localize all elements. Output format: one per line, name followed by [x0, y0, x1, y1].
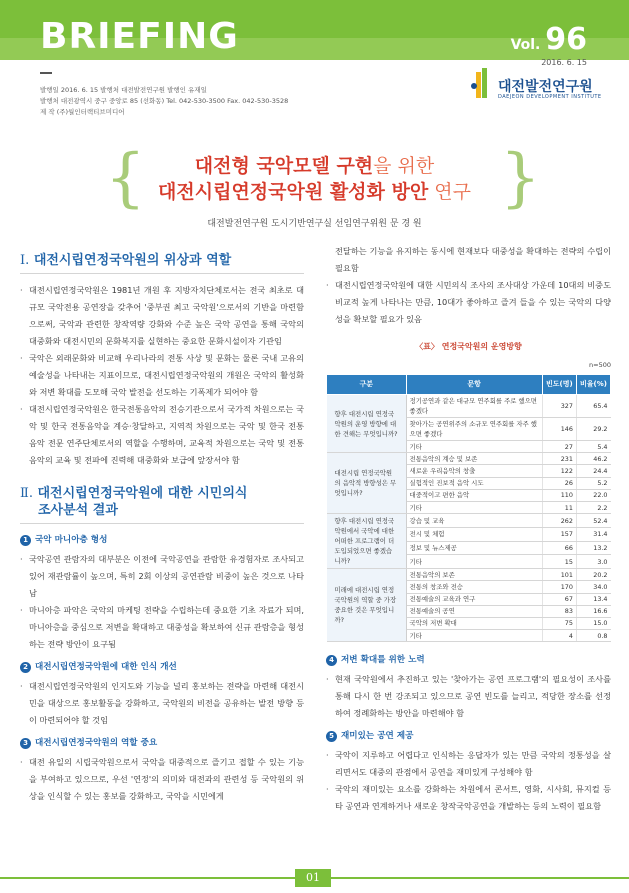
table-cell-freq: 110	[542, 489, 576, 501]
table-cell-ratio: 34.0	[576, 581, 610, 593]
subsection-bullet: · 국악의 재미있는 요소를 강화하는 차원에서 콘서트, 영화, 시사회, 뮤지컬 등 타 공연과 연계하거나 새로운 창작국악공연을 개발하는 등의 노력이 필요함	[326, 781, 611, 815]
right-column	[326, 243, 611, 815]
header-banner	[0, 0, 629, 60]
issue-date: 2016. 6. 15	[541, 58, 587, 67]
table-cell-item: 기타	[406, 630, 542, 642]
table-cell-ratio: 22.0	[576, 489, 610, 501]
table-group-label: 향후 대전시립 연정국악원의 운영 방향에 대한 견해는 무엇입니까?	[327, 395, 407, 453]
subsection-title	[20, 735, 304, 752]
table-cell-ratio: 5.4	[576, 441, 610, 453]
table-cell-freq: 146	[542, 418, 576, 441]
table-cell-freq: 83	[542, 605, 576, 617]
sample-size-note: n=500	[589, 361, 611, 369]
section1-bullets	[20, 282, 304, 469]
table-cell-freq: 170	[542, 581, 576, 593]
table-cell-item: 강습 및 교육	[406, 514, 542, 528]
table-caption	[326, 338, 611, 355]
table-cell-item: 기타	[406, 501, 542, 513]
table-cell-item: 정보 및 뉴스제공	[406, 541, 542, 555]
subsection-number: 5	[326, 731, 337, 742]
subsection-title	[20, 659, 304, 676]
table-row	[327, 453, 611, 465]
table-cell-freq: 67	[542, 593, 576, 605]
table-caption-prefix: 〈표〉	[415, 342, 439, 351]
table-row	[327, 569, 611, 581]
section2-roman: Ⅱ.	[20, 486, 33, 501]
table-cell-freq: 15	[542, 555, 576, 569]
table-cell-freq: 4	[542, 630, 576, 642]
table-cell-ratio: 16.6	[576, 605, 610, 617]
subsection-number: 3	[20, 738, 31, 749]
subsection-title	[326, 652, 611, 669]
table-cell-ratio: 3.0	[576, 555, 610, 569]
table-cell-ratio: 5.2	[576, 477, 610, 489]
author-line: 대전발전연구원 도시기반연구실 선임연구위원 문 경 원	[207, 219, 422, 229]
table-cell-freq: 27	[542, 441, 576, 453]
org-logo-icon	[470, 66, 492, 100]
subsection-number: 1	[20, 535, 31, 546]
table-body	[327, 395, 611, 642]
title-line2-thin: 연구	[428, 181, 471, 203]
subsection-bullet: · 대전시립연정국악원의 인지도와 기능을 널리 홍보하는 전략을 마련해 대전시민을 대상으로 홍보활동을 강화하고, 국악원의 비전을 공유하는 발전 방향 등이 마련되어야 할 것임	[20, 678, 304, 729]
table-cell-ratio: 13.4	[576, 593, 610, 605]
table-cell-item: 전통의 창조와 전승	[406, 581, 542, 593]
main-title-line2	[0, 177, 629, 204]
title-line1-bold: 대전형 국악모델 구현	[194, 155, 374, 177]
right-brace: }	[500, 141, 541, 215]
table-cell-ratio: 13.2	[576, 541, 610, 555]
section1-title-text: 대전시립연정국악원의 위상과 역할	[33, 253, 232, 268]
left-brace: {	[105, 141, 146, 215]
table-cell-ratio: 15.0	[576, 617, 610, 629]
col-header-ratio: 비율(%)	[576, 375, 610, 395]
left-column	[20, 252, 304, 805]
main-title-line1	[0, 151, 629, 178]
table-cell-freq: 231	[542, 453, 576, 465]
table-cell-ratio: 0.8	[576, 630, 610, 642]
table-header-row	[327, 375, 611, 395]
table-cell-ratio: 52.4	[576, 514, 610, 528]
subsection-bullet: · 현재 국악원에서 추진하고 있는 '찾아가는 공연 프로그램'의 필요성이 조사를 통해 다시 한 번 강조되고 있으므로 공연 빈도를 늘리고, 적당한 장소를 선정하여 정례화하는 방안을 마련해야 함	[326, 671, 611, 722]
table-row	[327, 395, 611, 418]
section1-bullet: · 대전시립연정국악원은 1981년 개원 후 지방자치단체로서는 전국 최초로 대규모 국악전용 공연장을 갖추어 '중부권 최고 국악원'으로서의 기반을 마련함으로써, 국악과 관련한 창작역량 강화와 수준 높은 국악 공연을 통해 국악의 대중화와 대전시민의 문화복지를 실현하는 중요한 문화시설이자 기관임	[20, 282, 304, 350]
table-cell-ratio: 31.4	[576, 527, 610, 541]
table-cell-freq: 101	[542, 569, 576, 581]
table-caption-text: 연정국악원의 운영방향	[441, 342, 522, 351]
table-cell-freq: 75	[542, 617, 576, 629]
table-cell-item: 전통음악의 계승 및 보존	[406, 453, 542, 465]
volume-prefix: Vol.	[510, 37, 541, 53]
section2-subsections	[20, 532, 304, 805]
subsection-bullet: · 국악공연 관람자의 대부분은 이전에 국악공연을 관람한 유경험자로 조사되고 있어 재관람률이 높으며, 특히 2회 이상의 공연관람 비중이 높은 것으로 나타남	[20, 551, 304, 602]
table-cell-ratio: 46.2	[576, 453, 610, 465]
org-sub: DAEJEON DEVELOPMENT INSTITUTE	[498, 94, 602, 100]
section2-title-line2: 조사분석 결과	[38, 503, 118, 518]
divider	[40, 72, 52, 74]
table-cell-ratio: 2.2	[576, 501, 610, 513]
subsection-title-text: 재미있는 공연 제공	[341, 731, 414, 742]
section2-title	[20, 485, 304, 524]
org-logo	[470, 66, 600, 110]
table-cell-item: 새로운 우리음악의 창출	[406, 465, 542, 477]
right-subsections	[326, 652, 611, 815]
subsection-title-text: 대전시립연정국악원의 역할 중요	[35, 738, 158, 748]
table-cell-freq: 327	[542, 395, 576, 418]
section1-bullet: · 국악은 외래문화와 비교해 우리나라의 전통 사상 및 문화는 물론 국내 고유의 예술성을 나타내는 지표이므로, 대전시립연정국악원의 개원은 국악의 활성화와 저변 확대를 도모해 국악 발전을 선도하는 기폭제가 되어야 함	[20, 350, 304, 401]
subsection-bullet: · 대전 유일의 시립국악원으로서 국악을 대중적으로 즐기고 접할 수 있는 기능을 부여하고 있으므로, 우선 '연정'의 의미와 대전과의 관련성 등 국악원의 위상을 인식할 수 있는 홍보를 강화하고, 국악을 시민에게	[20, 754, 304, 805]
subsection-bullet: · 국악이 지루하고 어렵다고 인식하는 응답자가 있는 만큼 국악의 정통성을 살리면서도 대중의 관점에서 공연을 재미있게 구성해야 함	[326, 747, 611, 781]
table-cell-freq: 66	[542, 541, 576, 555]
table-cell-freq: 262	[542, 514, 576, 528]
production-line: 제 작 (주)월인터랙티브미디어	[40, 108, 125, 116]
table-cell-item: 정기공연과 같은 대규모 연주회를 주로 했으면 좋겠다	[406, 395, 542, 418]
table-cell-item: 찾아가는 공연위주의 소규모 연주회를 자주 했으면 좋겠다	[406, 418, 542, 441]
continuation-text: 전달하는 기능을 유지하는 동시에 현재보다 대중성을 확대하는 전략의 수립이 필요함	[335, 246, 611, 273]
table-cell-freq: 26	[542, 477, 576, 489]
section1-roman: Ⅰ.	[20, 253, 30, 268]
table-cell-freq: 157	[542, 527, 576, 541]
col-header-item: 문항	[406, 375, 542, 395]
subsection-title-text: 저변 확대를 위한 노력	[341, 655, 425, 666]
col-header-category: 구분	[327, 375, 407, 395]
table-cell-ratio: 29.2	[576, 418, 610, 441]
table-group-label: 미래에 대전시립 연정국악원의 역할 중 가장 중요한 것은 무엇입니까?	[327, 569, 407, 642]
table-cell-item: 전통예술의 공연	[406, 605, 542, 617]
table-cell-item: 대중적이고 편한 음악	[406, 489, 542, 501]
subsection-number: 4	[326, 655, 337, 666]
briefing-title: BRIEFING	[40, 16, 239, 57]
table-cell-item: 기타	[406, 555, 542, 569]
table-row	[327, 514, 611, 528]
subsection-number: 2	[20, 662, 31, 673]
title-line2-bold: 대전시립연정국악원 활성화 방안	[158, 181, 429, 203]
section2-title-line1: 대전시립연정국악원에 대한 시민의식	[37, 486, 248, 501]
table-cell-item: 전통예술의 교육과 연구	[406, 593, 542, 605]
volume-number: 96	[545, 22, 587, 57]
title-line1-thin: 을 위한	[373, 155, 435, 177]
right-bullet: · 대전시립연정국악원에 대한 시민의식 조사의 조사대상 가운데 10대의 비중도 비교적 높게 나타나는 만큼, 10대가 좋아하고 즐겨 들을 수 있는 국악의 다양성을 확보할 필요가 있음	[326, 277, 611, 328]
section1-title	[20, 252, 304, 274]
table-cell-freq: 11	[542, 501, 576, 513]
section1-bullet: · 대전시립연정국악원은 한국전통음악의 전승기관으로서 국가적 차원으로는 국악 및 한국 전통음악을 계승·창달하고, 지역적 차원으로는 국악 및 한국 전통음악 전문 연주단체로서의 역할을 수행하며, 교육적 차원으로는 국악 및 전통음악의 교육 및 전파에 진력해 대중화와 보급에 앞장서야 함	[20, 401, 304, 469]
subsection-bullet: · 마니아층 파악은 국악의 마케팅 전략을 수립하는데 중요한 기초 자료가 되며, 마니아층을 중심으로 저변을 확대하고 대중성을 확보하여 신규 관람층을 형성하는 전략 방안이 요구됨	[20, 602, 304, 653]
table-cell-item: 전통음악의 보존	[406, 569, 542, 581]
table-cell-ratio: 65.4	[576, 395, 610, 418]
table-cell-item: 국악의 저변 확대	[406, 617, 542, 629]
subsection-title-text: 국악 마니아층 형성	[35, 535, 108, 545]
table-cell-ratio: 24.4	[576, 465, 610, 477]
subsection-title-text: 대전시립연정국악원에 대한 인식 개선	[35, 662, 177, 672]
publish-line: 발행일 2016. 6. 15 발행처 대전발전연구원 발행인 유재일	[40, 86, 207, 94]
org-name: 대전발전연구원	[498, 79, 593, 95]
address-line: 발행처 대전광역시 중구 중앙로 85 (선화동) Tel. 042-530-3500 Fax. 042-530-3528	[40, 97, 289, 105]
page-number: 01	[295, 869, 331, 887]
subsection-title	[326, 728, 611, 745]
table-cell-freq: 122	[542, 465, 576, 477]
table-cell-item: 기타	[406, 441, 542, 453]
subsection-title	[20, 532, 304, 549]
table-group-label: 향후 대전시립 연정국악원에서 국악에 대한 어떠한 프로그램이 더 도입되었으면 좋겠습니까?	[327, 514, 407, 569]
table-cell-item: 실험적인 진보적 음악 시도	[406, 477, 542, 489]
volume	[511, 22, 587, 57]
table-cell-ratio: 20.2	[576, 569, 610, 581]
table-group-label: 대전시립 연정국악원의 음악적 방향성은 무엇입니까?	[327, 453, 407, 514]
table-cell-item: 전시 및 체험	[406, 527, 542, 541]
col-header-freq: 빈도(명)	[542, 375, 576, 395]
operation-direction-table	[326, 374, 611, 642]
